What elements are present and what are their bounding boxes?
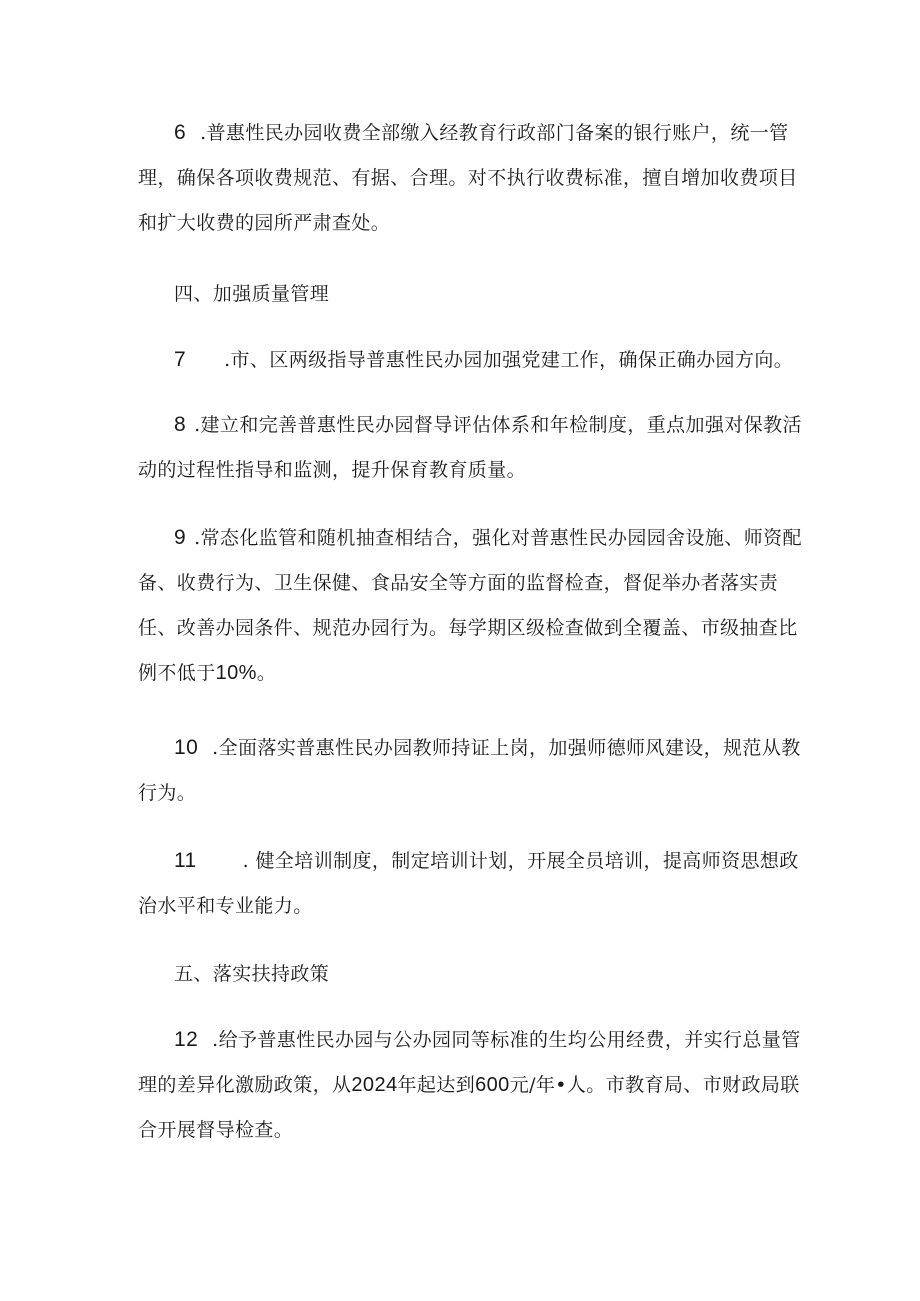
item-number: 7 — [174, 348, 187, 371]
item-7 — [138, 337, 806, 383]
item-number: 9 — [174, 526, 187, 549]
section-heading-4: 四、加强质量管理 — [174, 283, 330, 305]
item-text-end: 元/年•人。市教育局、市财政局联合开展督导检查。 — [138, 1074, 800, 1141]
item-10 — [138, 725, 806, 816]
item-9 — [138, 515, 806, 696]
item-text: .常态化监管和随机抽查相结合，强化对普惠性民办园园舍设施、师资配备、收费行为、卫生保健、食品安全等方面的监督检查，督促举办者落实责任、改善办园条件、规范办园行为。每学期区级检查做到全覆盖、市级抽查比例不低于 — [138, 527, 802, 684]
item-number: 12 — [174, 1028, 199, 1051]
item-number: 11 — [174, 849, 197, 872]
item-text: .建立和完善普惠性民办园督导评估体系和年检制度，重点加强对保教活动的过程性指导和监测，提升保育教育质量。 — [138, 414, 802, 481]
year-value: 2024 — [351, 1074, 398, 1096]
percent-value: 10% — [215, 662, 257, 684]
item-text: . 健全培训制度，制定培训计划，开展全员培训，提高师资思想政治水平和专业能力。 — [138, 850, 799, 917]
item-text-end: 。 — [256, 662, 277, 684]
item-text: .普惠性民办园收费全部缴入经教育行政部门备案的银行账户，统一管理，确保各项收费规范、有据、合理。对不执行收费标准，擅自增加收费项目和扩大收费的园所严肃查处。 — [138, 122, 798, 234]
item-8 — [138, 402, 806, 493]
item-text-mid: 年起达到 — [397, 1074, 476, 1096]
item-text: .市、区两级指导普惠性民办园加强党建工作，确保正确办园方向。 — [224, 349, 794, 371]
item-number: 10 — [174, 736, 199, 759]
amount-value: 600 — [475, 1074, 510, 1096]
item-number: 8 — [174, 413, 187, 436]
item-text: .给予普惠性民办园与公办园同等标准的生均公用经费，并实行总量管理的差异化激励政策，从 — [138, 1029, 801, 1096]
item-number: 6 — [174, 121, 187, 144]
item-12 — [138, 1017, 806, 1153]
item-text: .全面落实普惠性民办园教师持证上岗，加强师德师风建设，规范从教行为。 — [138, 737, 801, 804]
item-11 — [138, 838, 806, 929]
item-6 — [138, 110, 806, 246]
section-heading-5: 五、落实扶持政策 — [174, 963, 330, 985]
